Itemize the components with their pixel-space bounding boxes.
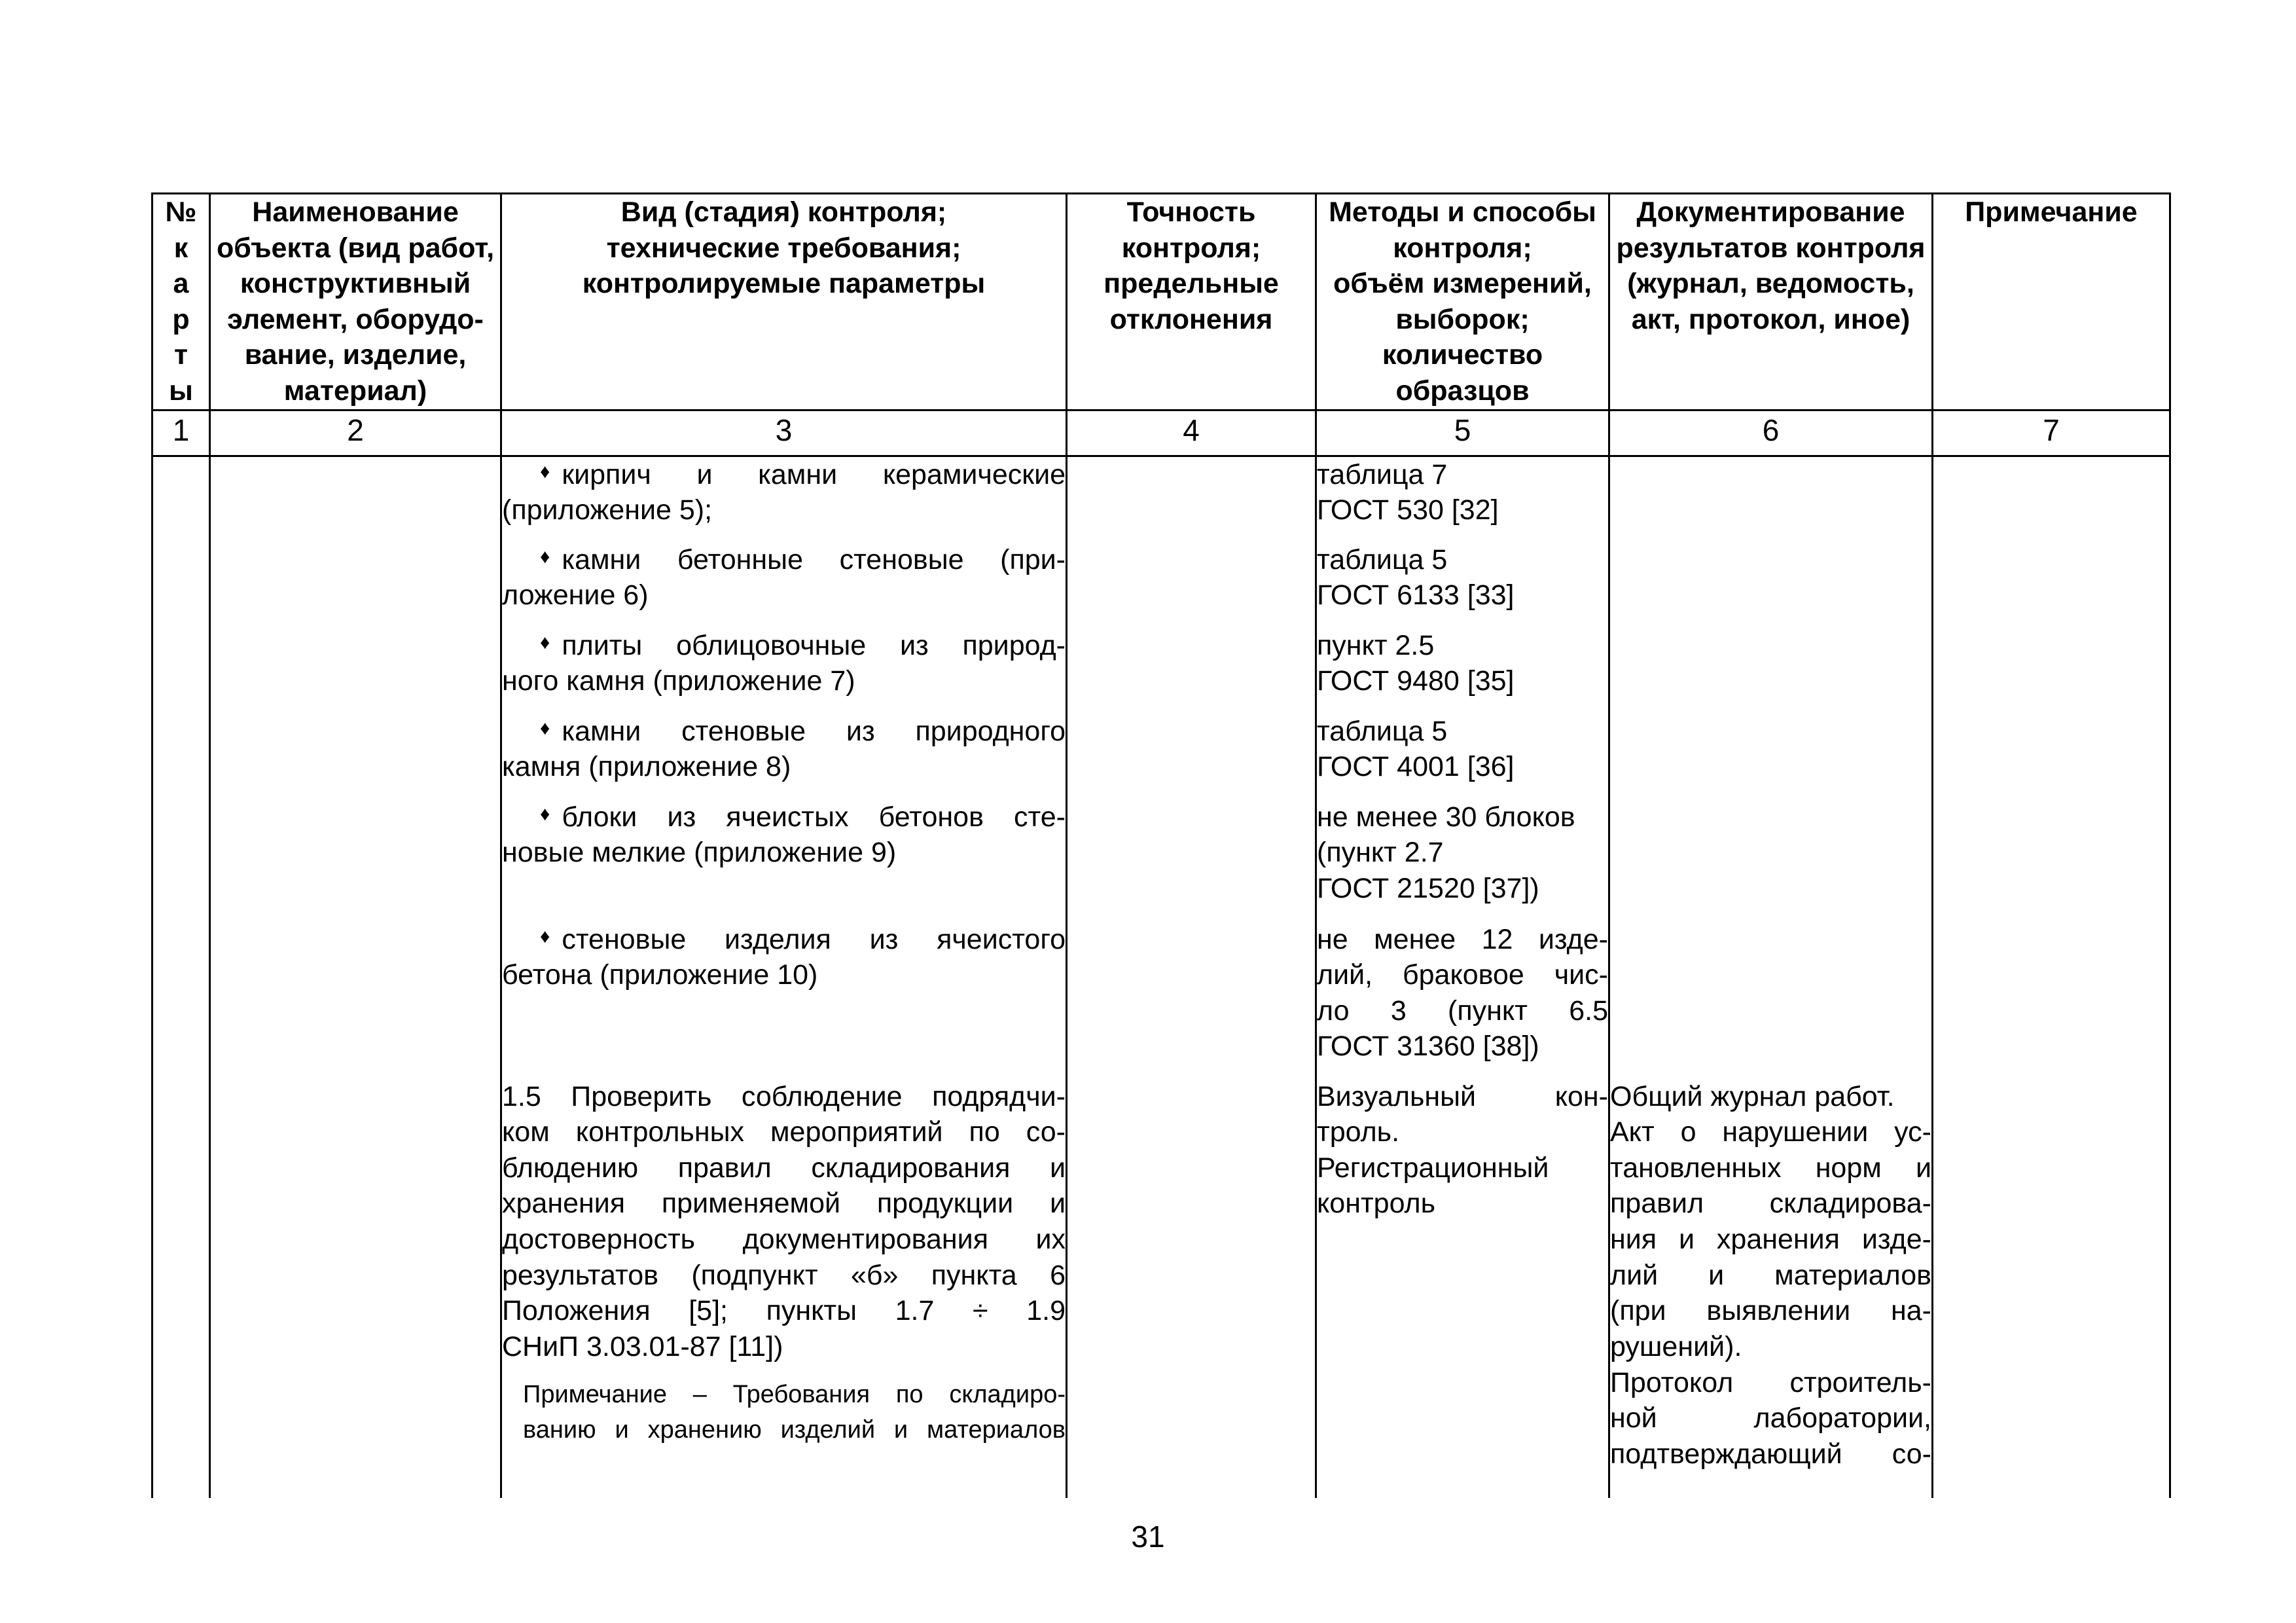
- column-number: 1: [152, 410, 210, 456]
- header-line: контролируемые параметры: [582, 268, 986, 300]
- header-line: а: [173, 268, 189, 300]
- column-number-row: [152, 410, 2170, 456]
- column-number: 2: [210, 410, 501, 456]
- method-item: [1317, 922, 1608, 1079]
- header-line: количество образцов: [1382, 339, 1543, 407]
- documentation-line: лий и материалов: [1610, 1259, 1931, 1291]
- requirement-line: 1.5 Проверить соблюдение подрядчи-: [502, 1080, 1066, 1112]
- header-line: Примечание: [1965, 196, 2138, 228]
- requirement-item: [502, 628, 1066, 714]
- note-line: ванию и хранению изделий и материалов: [523, 1415, 1066, 1444]
- table-header-row: [152, 194, 2170, 410]
- header-line: к: [173, 232, 188, 264]
- method-line: ГОСТ 21520 [37]): [1317, 872, 1539, 904]
- header-note: [1933, 194, 2170, 410]
- header-line: (журнал, ведомость,: [1627, 268, 1914, 300]
- method-line: ГОСТ 31360 [38]): [1317, 1030, 1539, 1063]
- header-line: выборок;: [1395, 303, 1530, 335]
- documentation-line: тановленных норм и: [1610, 1152, 1931, 1184]
- method-item: [1317, 628, 1608, 714]
- documentation-line: ной лаборатории,: [1610, 1402, 1931, 1434]
- column-number: 7: [1933, 410, 2170, 456]
- requirement-line: хранения применяемой продукции и: [502, 1188, 1066, 1220]
- header-line: объекта (вид работ,: [216, 232, 495, 264]
- requirement-text: камни стеновые из природного: [562, 715, 1066, 747]
- requirement-line: достоверность документирования их: [502, 1224, 1066, 1256]
- header-control-type: [501, 194, 1067, 410]
- requirement-line: ложение 6): [502, 579, 649, 611]
- requirement-text: плиты облицовочные из природ-: [562, 629, 1066, 661]
- bullet-icon: ♦: [540, 546, 550, 568]
- method-line: таблица 7: [1317, 458, 1448, 490]
- requirement-line: блюдению правил складирования и: [502, 1152, 1066, 1184]
- cell-accuracy: [1067, 456, 1316, 1498]
- requirement-line: бетона (приложение 10): [502, 959, 818, 991]
- header-line: т: [173, 339, 188, 371]
- cell-object-name: [210, 456, 501, 1498]
- method-line: пункт 2.5: [1317, 629, 1435, 661]
- header-line: акт, протокол, иное): [1631, 303, 1910, 335]
- header-line: Документирование: [1636, 196, 1905, 228]
- requirement-item: [502, 714, 1066, 799]
- requirement-line: (приложение 5);: [502, 494, 713, 526]
- column-number: 3: [501, 410, 1067, 456]
- documentation-line: (при выявлении на-: [1610, 1295, 1931, 1327]
- requirement-line: [502, 542, 1066, 578]
- header-line: элемент, оборудо-: [227, 303, 484, 335]
- header-line: р: [172, 303, 190, 335]
- note-line: Примечание – Требования по складиро-: [523, 1380, 1066, 1408]
- requirement-line: Положения [5]; пункты 1.7 ÷ 1.9: [502, 1295, 1066, 1327]
- header-line: контроля;: [1393, 232, 1532, 264]
- method-line: ло 3 (пункт 6.5: [1317, 994, 1608, 1027]
- bullet-icon: ♦: [540, 926, 550, 948]
- method-line: Регистрационный: [1317, 1152, 1549, 1184]
- header-line: предельные: [1103, 268, 1279, 300]
- requirement-text: блоки из ячеистых бетонов сте-: [562, 801, 1066, 833]
- header-line: вание, изделие,: [244, 339, 467, 371]
- documentation-line: ния и хранения изде-: [1610, 1224, 1931, 1256]
- requirement-line: [502, 628, 1066, 664]
- header-line: Точность: [1126, 196, 1256, 228]
- method-line: ГОСТ 4001 [36]: [1317, 751, 1515, 783]
- documentation-line: рушений).: [1610, 1330, 1742, 1362]
- documentation-item-1-5: [1610, 1079, 1931, 1472]
- method-line: ГОСТ 9480 [35]: [1317, 665, 1515, 697]
- requirement-text: стеновые изделия из ячеистого: [562, 923, 1066, 955]
- requirement-line: ного камня (приложение 7): [502, 665, 855, 697]
- method-item: [1317, 542, 1608, 628]
- cell-note: [1933, 456, 2170, 1498]
- documentation-spacer: [1610, 457, 1931, 1079]
- requirement-item: [502, 799, 1066, 922]
- method-item: [1317, 799, 1608, 922]
- header-card-number: [152, 194, 210, 410]
- requirement-line: СНиП 3.03.01-87 [11]): [502, 1330, 783, 1362]
- page-number: 31: [1131, 1520, 1165, 1554]
- header-line: технические требования;: [606, 232, 961, 264]
- column-number: 5: [1316, 410, 1609, 456]
- requirement-text: кирпич и камни керамические: [562, 458, 1066, 490]
- header-line: контроля;: [1121, 232, 1261, 264]
- header-line: №: [165, 196, 197, 228]
- documentation-line: Общий журнал работ.: [1610, 1080, 1895, 1112]
- header-line: отклонения: [1109, 303, 1273, 335]
- header-line: объём измерений,: [1333, 268, 1592, 300]
- header-line: материал): [283, 375, 427, 407]
- method-line: троль.: [1317, 1116, 1400, 1148]
- cell-card-number: [152, 456, 210, 1498]
- header-line: Методы и способы: [1329, 196, 1596, 228]
- method-line: не менее 12 изде-: [1317, 923, 1608, 955]
- method-line: Визуальный кон-: [1317, 1080, 1608, 1112]
- header-object-name: [210, 194, 501, 410]
- requirement-line: [502, 922, 1066, 958]
- requirement-line: [502, 799, 1066, 835]
- method-item-1-5: [1317, 1079, 1608, 1222]
- header-line: ы: [169, 375, 193, 407]
- header-documentation: [1609, 194, 1933, 410]
- table-body-row: [152, 456, 2170, 1498]
- documentation-line: Протокол строитель-: [1610, 1366, 1931, 1398]
- method-line: контроль: [1317, 1188, 1436, 1220]
- documentation-line: правил складирова-: [1610, 1188, 1931, 1220]
- requirement-line: новые мелкие (приложение 9): [502, 837, 897, 869]
- requirement-line: [502, 457, 1066, 493]
- header-line: Наименование: [252, 196, 459, 228]
- cell-methods: [1316, 456, 1609, 1498]
- method-item: [1317, 714, 1608, 799]
- header-line: конструктивный: [240, 268, 471, 300]
- bullet-icon: ♦: [540, 632, 550, 654]
- cell-documentation: [1609, 456, 1933, 1498]
- method-line: таблица 5: [1317, 715, 1448, 747]
- header-methods: [1316, 194, 1609, 410]
- requirement-line: результатов (подпункт «б» пункта 6: [502, 1259, 1066, 1291]
- method-item: [1317, 457, 1608, 542]
- requirement-note: [502, 1377, 1066, 1448]
- documentation-line: подтверждающий со-: [1610, 1438, 1931, 1470]
- requirement-item: [502, 922, 1066, 1079]
- control-table: [151, 192, 2171, 1498]
- bullet-icon: ♦: [540, 461, 550, 483]
- method-line: не менее 30 блоков: [1317, 801, 1575, 833]
- header-line: результатов контроля: [1616, 232, 1926, 264]
- column-number: 6: [1609, 410, 1933, 456]
- requirement-line: [502, 714, 1066, 750]
- documentation-line: Акт о нарушении ус-: [1610, 1116, 1931, 1148]
- requirement-text: камни бетонные стеновые (при-: [562, 543, 1066, 575]
- method-line: ГОСТ 530 [32]: [1317, 494, 1499, 526]
- method-line: лий, браковое чис-: [1317, 959, 1608, 991]
- column-number: 4: [1067, 410, 1316, 456]
- requirement-item: [502, 457, 1066, 542]
- header-accuracy: [1067, 194, 1316, 410]
- requirement-line: ком контрольных мероприятий по со-: [502, 1116, 1066, 1148]
- requirement-item: [502, 542, 1066, 628]
- requirement-item-1-5: [502, 1079, 1066, 1448]
- method-line: (пункт 2.7: [1317, 837, 1444, 869]
- bullet-icon: ♦: [540, 803, 550, 826]
- bullet-icon: ♦: [540, 718, 550, 740]
- cell-requirements: [501, 456, 1067, 1498]
- header-line: Вид (стадия) контроля;: [620, 196, 947, 228]
- requirement-line: камня (приложение 8): [502, 751, 791, 783]
- method-line: ГОСТ 6133 [33]: [1317, 579, 1515, 611]
- method-line: таблица 5: [1317, 543, 1448, 575]
